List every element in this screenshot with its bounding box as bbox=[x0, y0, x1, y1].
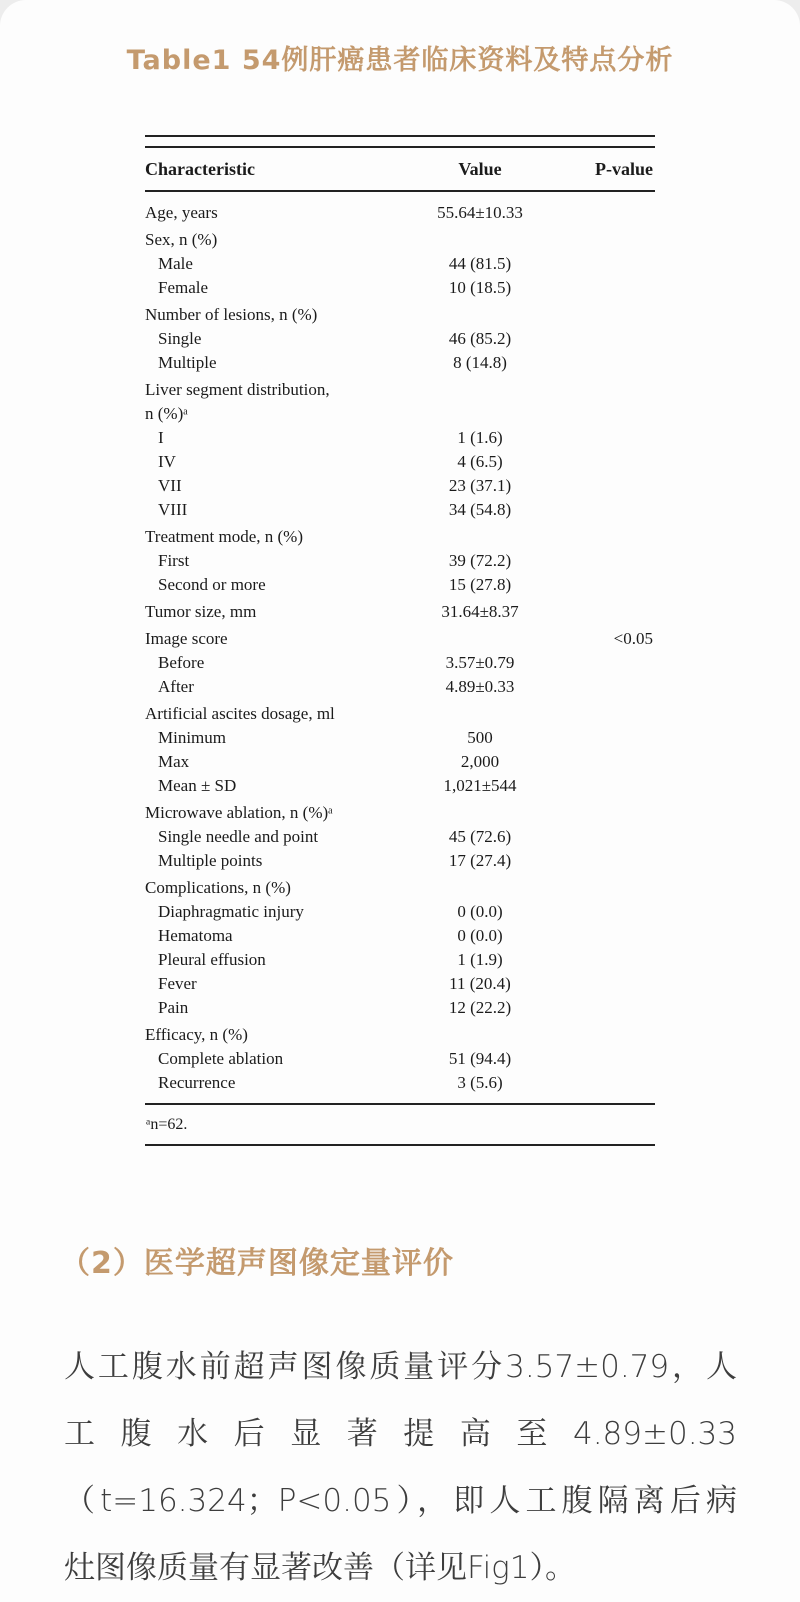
row-value: 23 (37.1) bbox=[448, 476, 512, 495]
row-value: 4 (6.5) bbox=[457, 452, 503, 471]
row-value: 11 (20.4) bbox=[449, 974, 511, 993]
row-pvalue bbox=[550, 924, 655, 948]
table-row bbox=[145, 228, 655, 252]
table-row bbox=[145, 303, 655, 327]
row-value: 51 (94.4) bbox=[448, 1049, 512, 1068]
table-row bbox=[145, 327, 655, 351]
row-pvalue bbox=[550, 675, 655, 699]
row-label: Complications, n (%) bbox=[145, 878, 291, 897]
table-row bbox=[145, 774, 655, 798]
table-row bbox=[145, 201, 655, 225]
row-pvalue bbox=[550, 426, 655, 450]
row-value: 3.57±0.79 bbox=[445, 653, 515, 672]
row-label: Artificial ascites dosage, ml bbox=[145, 704, 335, 723]
table-row bbox=[145, 801, 655, 825]
row-label: Multiple bbox=[158, 353, 217, 372]
row-pvalue bbox=[550, 801, 655, 825]
row-pvalue bbox=[550, 996, 655, 1020]
row-label: First bbox=[158, 551, 190, 570]
table-row bbox=[145, 378, 655, 402]
column-header-pvalue: P-value bbox=[595, 158, 653, 179]
column-header-value: Value bbox=[458, 158, 502, 179]
row-label: Tumor size, mm bbox=[145, 602, 257, 621]
row-pvalue bbox=[550, 1071, 655, 1095]
table-row bbox=[145, 426, 655, 450]
row-pvalue bbox=[550, 201, 655, 225]
row-value bbox=[410, 378, 550, 402]
row-pvalue bbox=[550, 474, 655, 498]
table-row bbox=[145, 627, 655, 651]
row-label: Pain bbox=[158, 998, 189, 1017]
row-value: 45 (72.6) bbox=[448, 827, 512, 846]
table-row bbox=[145, 276, 655, 300]
footnote-bottom-rule bbox=[145, 1144, 655, 1146]
table-row bbox=[145, 1071, 655, 1095]
row-pvalue bbox=[550, 450, 655, 474]
row-value bbox=[410, 402, 550, 426]
row-value bbox=[410, 876, 550, 900]
row-value bbox=[410, 801, 550, 825]
row-pvalue bbox=[550, 600, 655, 624]
row-pvalue bbox=[550, 378, 655, 402]
row-label: Single bbox=[158, 329, 202, 348]
row-label: Pleural effusion bbox=[158, 950, 266, 969]
paragraph-line: 人工腹水前超声图像质量评分3.57±0.79，人 bbox=[64, 1349, 737, 1385]
table-row bbox=[145, 600, 655, 624]
table-row bbox=[145, 972, 655, 996]
row-label: Number of lesions, n (%) bbox=[145, 305, 318, 324]
row-label: Complete ablation bbox=[158, 1049, 284, 1068]
clinical-table bbox=[145, 135, 655, 1146]
row-value: 4.89±0.33 bbox=[445, 677, 515, 696]
row-value: 2,000 bbox=[460, 752, 500, 771]
table-body bbox=[145, 192, 655, 1103]
row-pvalue bbox=[550, 228, 655, 252]
row-pvalue bbox=[550, 948, 655, 972]
row-value: 1,021±544 bbox=[443, 776, 517, 795]
row-value: 8 (14.8) bbox=[453, 353, 507, 372]
row-value: 31.64±8.37 bbox=[441, 602, 519, 621]
row-label: n (%)ᵃ bbox=[145, 404, 188, 423]
table-row bbox=[145, 498, 655, 522]
row-label: VII bbox=[158, 476, 182, 495]
table-row bbox=[145, 876, 655, 900]
table-row bbox=[145, 1023, 655, 1047]
table-row bbox=[145, 849, 655, 873]
row-pvalue bbox=[550, 702, 655, 726]
row-value: 1 (1.6) bbox=[457, 428, 503, 447]
row-label: Microwave ablation, n (%)ᵃ bbox=[145, 803, 333, 822]
row-value: 46 (85.2) bbox=[448, 329, 512, 348]
row-label: Hematoma bbox=[158, 926, 233, 945]
row-pvalue: <0.05 bbox=[613, 629, 653, 648]
table-row bbox=[145, 750, 655, 774]
row-label: Age, years bbox=[145, 203, 218, 222]
row-label: Efficacy, n (%) bbox=[145, 1025, 248, 1044]
row-value: 44 (81.5) bbox=[448, 254, 512, 273]
row-label: Diaphragmatic injury bbox=[158, 902, 304, 921]
row-pvalue bbox=[550, 498, 655, 522]
row-label: Image score bbox=[145, 629, 228, 648]
table-top-rule-gap bbox=[145, 137, 655, 146]
table-row bbox=[145, 825, 655, 849]
row-pvalue bbox=[550, 549, 655, 573]
row-pvalue bbox=[550, 774, 655, 798]
row-pvalue bbox=[550, 402, 655, 426]
table-row bbox=[145, 474, 655, 498]
row-label: Multiple points bbox=[158, 851, 263, 870]
row-label: IV bbox=[158, 452, 176, 471]
row-pvalue bbox=[550, 327, 655, 351]
table-row bbox=[145, 1047, 655, 1071]
table-header-row bbox=[145, 148, 655, 190]
row-label: Single needle and point bbox=[158, 827, 319, 846]
row-label: Recurrence bbox=[158, 1073, 236, 1092]
row-value bbox=[410, 702, 550, 726]
row-pvalue bbox=[550, 849, 655, 873]
table-row bbox=[145, 675, 655, 699]
table-row bbox=[145, 573, 655, 597]
row-pvalue bbox=[550, 573, 655, 597]
table-row bbox=[145, 702, 655, 726]
row-pvalue bbox=[550, 252, 655, 276]
row-value: 55.64±10.33 bbox=[437, 203, 523, 222]
row-value bbox=[410, 1023, 550, 1047]
row-pvalue bbox=[550, 726, 655, 750]
row-label: Max bbox=[158, 752, 190, 771]
body-paragraph bbox=[64, 1334, 737, 1602]
row-value: 15 (27.8) bbox=[448, 575, 512, 594]
row-pvalue bbox=[550, 351, 655, 375]
row-pvalue bbox=[550, 651, 655, 675]
row-label: Minimum bbox=[158, 728, 227, 747]
table-row bbox=[145, 996, 655, 1020]
row-value: 3 (5.6) bbox=[457, 1073, 503, 1092]
row-value: 12 (22.2) bbox=[448, 998, 512, 1017]
table-row bbox=[145, 651, 655, 675]
row-label: Female bbox=[158, 278, 209, 297]
paragraph-line: （t=16.324；P<0.05），即人工腹隔离后病 bbox=[64, 1483, 737, 1519]
row-label: Treatment mode, n (%) bbox=[145, 527, 304, 546]
row-pvalue bbox=[550, 276, 655, 300]
row-pvalue bbox=[550, 825, 655, 849]
row-value: 0 (0.0) bbox=[457, 926, 503, 945]
row-pvalue bbox=[550, 900, 655, 924]
row-label: After bbox=[158, 677, 194, 696]
row-label: Mean ± SD bbox=[158, 776, 237, 795]
row-pvalue bbox=[550, 525, 655, 549]
table-row bbox=[145, 549, 655, 573]
row-label: Fever bbox=[158, 974, 197, 993]
row-value: 1 (1.9) bbox=[457, 950, 503, 969]
row-label: Liver segment distribution, bbox=[145, 380, 330, 399]
row-label: Second or more bbox=[158, 575, 266, 594]
row-value: 0 (0.0) bbox=[457, 902, 503, 921]
row-value: 17 (27.4) bbox=[448, 851, 512, 870]
row-value: 39 (72.2) bbox=[448, 551, 512, 570]
column-header-characteristic: Characteristic bbox=[145, 158, 255, 179]
row-label: Before bbox=[158, 653, 205, 672]
table-row bbox=[145, 900, 655, 924]
table-row bbox=[145, 351, 655, 375]
row-pvalue bbox=[550, 750, 655, 774]
row-value: 34 (54.8) bbox=[448, 500, 512, 519]
row-value: 500 bbox=[467, 728, 493, 747]
row-label: Male bbox=[158, 254, 193, 273]
row-pvalue bbox=[550, 1047, 655, 1071]
table-row bbox=[145, 450, 655, 474]
paragraph-line: 工腹水后显著提高至4.89±0.33 bbox=[64, 1416, 737, 1452]
row-label: VIII bbox=[158, 500, 188, 519]
table-row bbox=[145, 924, 655, 948]
paragraph-line: 灶图像质量有显著改善（详见Fig1）。 bbox=[64, 1550, 577, 1586]
row-pvalue bbox=[550, 1023, 655, 1047]
table-row bbox=[145, 402, 655, 426]
section-heading: （2）医学超声图像定量评价 bbox=[60, 1246, 454, 1281]
table-row bbox=[145, 252, 655, 276]
page-title: Table1 54例肝癌患者临床资料及特点分析 bbox=[126, 45, 674, 76]
table-row bbox=[145, 525, 655, 549]
row-value bbox=[410, 303, 550, 327]
row-value bbox=[410, 525, 550, 549]
row-pvalue bbox=[550, 876, 655, 900]
row-pvalue bbox=[550, 972, 655, 996]
row-value bbox=[410, 228, 550, 252]
row-value: 10 (18.5) bbox=[448, 278, 512, 297]
table-row bbox=[145, 948, 655, 972]
row-label: I bbox=[158, 428, 164, 447]
row-pvalue bbox=[550, 303, 655, 327]
table-row bbox=[145, 726, 655, 750]
row-value bbox=[410, 627, 550, 651]
row-label: Sex, n (%) bbox=[145, 230, 218, 249]
table-footnote: ᵃn=62. bbox=[146, 1116, 188, 1133]
